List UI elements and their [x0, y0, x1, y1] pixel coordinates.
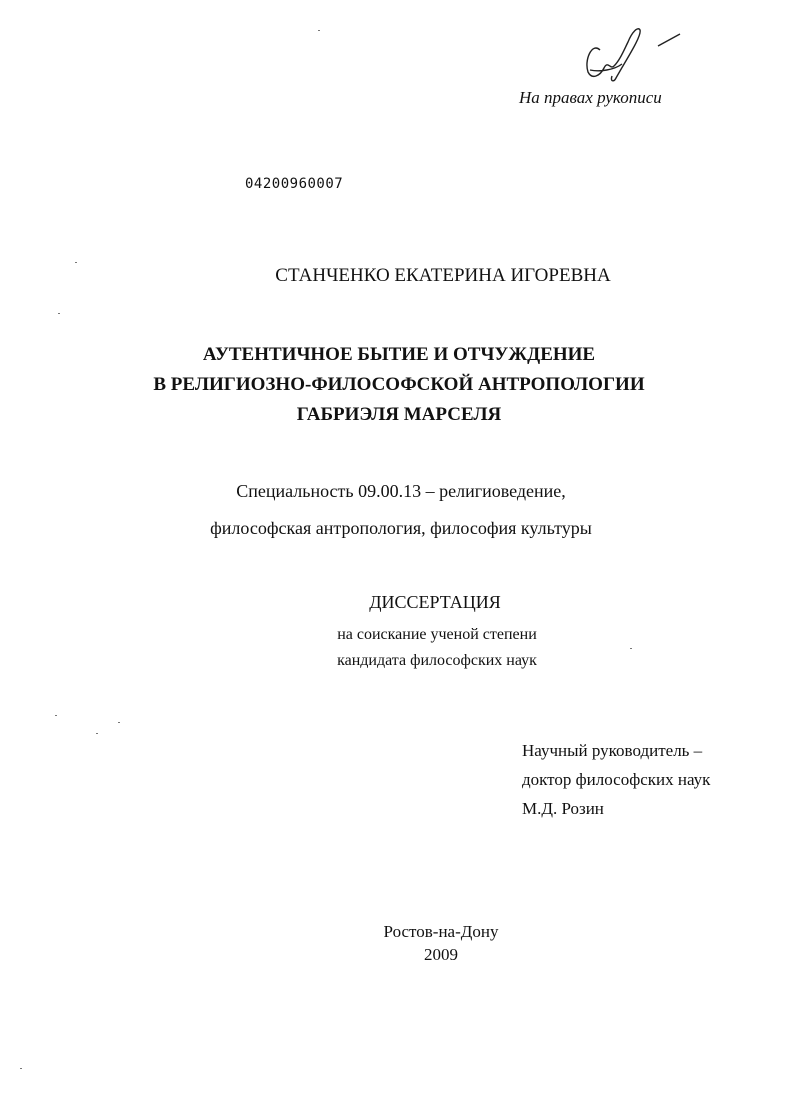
scan-speck [96, 733, 98, 734]
scan-speck [75, 262, 77, 263]
catalog-number: 04200960007 [245, 176, 344, 192]
dissertation-title [0, 340, 798, 430]
city: Ростов-на-Дону [383, 922, 499, 941]
scan-speck [118, 722, 120, 723]
year: 2009 [424, 945, 458, 964]
city-year [42, 920, 798, 966]
specialty-line: философская антропология, философия культуры [210, 518, 592, 538]
signature-icon [570, 20, 690, 90]
advisor-block [522, 736, 710, 823]
scan-speck [55, 715, 57, 716]
advisor-name: М.Д. Розин [522, 799, 604, 818]
specialty-line: Специальность 09.00.13 – религиоведение, [236, 481, 566, 501]
scan-speck [58, 313, 60, 314]
title-line: ГАБРИЭЛЯ МАРСЕЛЯ [296, 404, 502, 425]
advisor-role: Научный руководитель – [522, 741, 703, 760]
degree-statement [38, 622, 798, 674]
degree-line: кандидата философских наук [337, 652, 537, 669]
degree-line: на соискание ученой степени [337, 626, 537, 643]
scan-speck [20, 1068, 22, 1069]
advisor-degree: доктор философских наук [522, 770, 711, 789]
author-name: СТАНЧЕНКО ЕКАТЕРИНА ИГОРЕВНА [275, 265, 611, 286]
work-kind: ДИССЕРТАЦИЯ [369, 592, 501, 612]
rights-note: На правах рукописи [519, 88, 662, 107]
title-line: В РЕЛИГИОЗНО-ФИЛОСОФСКОЙ АНТРОПОЛОГИИ [153, 374, 645, 395]
specialty [2, 473, 798, 547]
scan-speck [318, 30, 320, 31]
scan-speck [630, 648, 632, 649]
title-line: АУТЕНТИЧНОЕ БЫТИЕ И ОТЧУЖДЕНИЕ [202, 344, 596, 365]
